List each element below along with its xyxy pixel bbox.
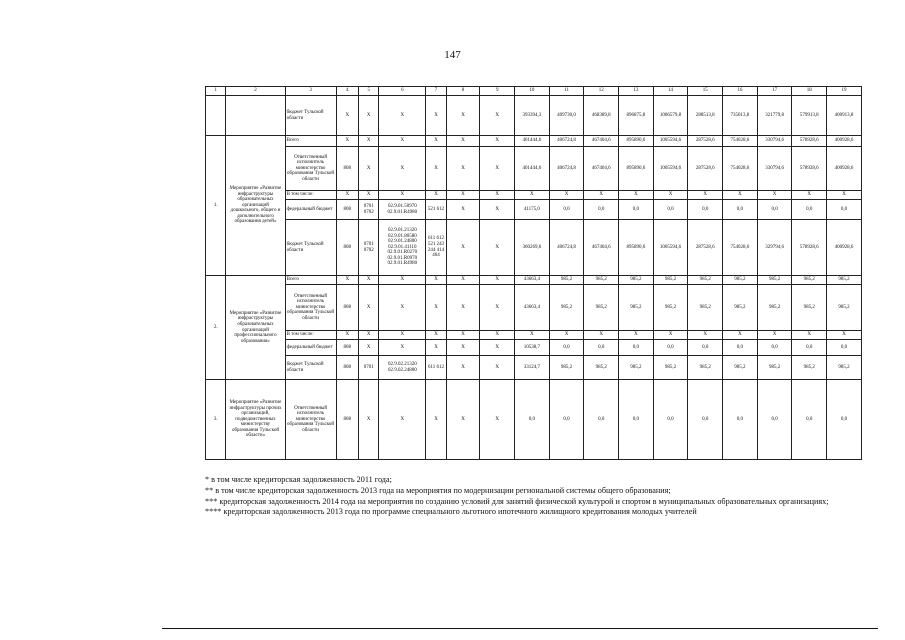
value-cell: 985,2 [653,356,688,380]
value-cell: 985,2 [549,285,584,331]
column-number: 4 [336,87,358,96]
cell-x: Х [426,191,446,200]
value-cell: 0,0 [584,380,619,460]
cell-x: Х [336,276,358,285]
cell-x: Х [359,340,379,356]
value-cell: 985,2 [792,276,827,285]
value-cell: 467404,6 [584,220,619,276]
grbs-code: 808 [336,340,358,356]
cell-x: Х [426,331,446,340]
csr-code: 02.9.01.21320 02.9.01.80580 02.9.01.24800 02.9.01.41110 02.9.01.R0270 02.9.01.R0970 02.9.01.R4980 [379,220,426,276]
cell-x: Х [792,191,827,200]
value-cell: 985,2 [792,356,827,380]
value-cell: 0,0 [827,200,862,220]
table-row [206,340,862,356]
value-cell: 895890,6 [619,147,654,191]
column-number: 17 [757,87,792,96]
value-cell: 0,0 [619,340,654,356]
csr-code: 02.9.01.50970 02.9.01.R4980 [379,200,426,220]
measure-number: 3. [206,380,226,460]
cell-x: Х [379,136,426,147]
cell-x: Х [446,200,480,220]
value-cell: 985,2 [619,276,654,285]
table-row [206,220,862,276]
table-row [206,136,862,147]
cell-x: Х [426,340,446,356]
value-cell: 985,2 [584,285,619,331]
cell-x: Х [446,147,480,191]
cell-x: Х [480,380,515,460]
column-number: 14 [653,87,688,96]
value-cell: 287528,6 [688,136,723,147]
table-row [206,356,862,380]
column-number: 11 [549,87,584,96]
csr-code: 02.9.02.21320 02.9.02.24800 [379,356,426,380]
value-cell: 401444,6 [515,136,550,147]
value-cell: 0,0 [792,200,827,220]
cell-x: Х [359,276,379,285]
value-cell: 330794,6 [757,147,792,191]
value-cell: 400928,6 [827,147,862,191]
value-cell: 0,0 [584,200,619,220]
measure-number: 1. [206,136,226,276]
cell-x: Х [426,380,446,460]
column-number: 7 [426,87,446,96]
cell-x: Х [619,331,654,340]
value-cell: 467404,6 [584,136,619,147]
table-row [206,147,862,191]
value-cell: 985,2 [723,356,758,380]
value-cell: 985,2 [757,356,792,380]
value-cell: 1006579,8 [653,96,688,136]
cell-x: Х [359,147,379,191]
column-number-row [206,87,862,96]
value-cell: 0,0 [653,380,688,460]
cell-x: Х [426,96,446,136]
cell-x: Х [426,147,446,191]
value-cell: 578928,6 [792,136,827,147]
cell-x: Х [426,136,446,147]
row-label: Всего [285,276,336,285]
grbs-code: 808 [336,356,358,380]
value-cell: 288513,8 [688,96,723,136]
row-label: Всего [285,136,336,147]
cell-x: Х [336,191,358,200]
cell-x: Х [549,331,584,340]
value-cell: 985,2 [688,276,723,285]
cell-x: Х [584,331,619,340]
value-cell: 985,2 [792,285,827,331]
column-number: 12 [584,87,619,96]
cell-x: Х [549,191,584,200]
cell-x: Х [480,356,515,380]
cell-x: Х [688,191,723,200]
row-label: Ответственный исполнитель министерство образования Тульской области [285,147,336,191]
value-cell: 754028,6 [723,136,758,147]
rzpr-code: 0701 [359,356,379,380]
footnotes [205,475,865,518]
value-cell: 0,0 [653,340,688,356]
value-cell: 579913,8 [792,96,827,136]
value-cell: 985,2 [757,276,792,285]
cell-x: Х [480,96,515,136]
value-cell: 0,0 [688,340,723,356]
vr-code: 521 612 [426,200,446,220]
cell-x: Х [480,147,515,191]
value-cell: 0,0 [757,340,792,356]
value-cell: 985,2 [723,276,758,285]
value-cell: 1005594,6 [653,136,688,147]
value-cell: 0,0 [688,200,723,220]
column-number: 1 [206,87,226,96]
measure-number: 2. [206,276,226,380]
value-cell: 406724,8 [549,220,584,276]
grbs-code: 808 [336,200,358,220]
cell-x: Х [446,191,480,200]
row-label: бюджет Тульской области [285,220,336,276]
cell-x: Х [359,285,379,331]
column-number: 10 [515,87,550,96]
table-row [206,96,862,136]
table-row [206,276,862,285]
value-cell: 43663,4 [515,285,550,331]
value-cell: 467404,6 [584,147,619,191]
value-cell: 985,2 [827,285,862,331]
cell-x: Х [446,340,480,356]
column-number: 15 [688,87,723,96]
cell-x: Х [688,331,723,340]
value-cell: 1005594,6 [653,147,688,191]
cell-x: Х [480,136,515,147]
cell-x: Х [446,96,480,136]
row-label: бюджет Тульской области [285,96,336,136]
row-label: Ответственный исполнитель министерство образования Тульской области [285,285,336,331]
column-number: 19 [827,87,862,96]
value-cell: 578928,6 [792,220,827,276]
value-cell: 985,2 [653,285,688,331]
cell-x: Х [379,285,426,331]
value-cell: 406724,8 [549,136,584,147]
cell-x: Х [359,191,379,200]
value-cell: 43663,4 [515,276,550,285]
row-label: федеральный бюджет [285,340,336,356]
value-cell: 0,0 [723,380,758,460]
value-cell: 287528,6 [688,220,723,276]
cell-x: Х [480,220,515,276]
row-label: федеральный бюджет [285,200,336,220]
cell-x: Х [359,380,379,460]
value-cell: 985,2 [584,276,619,285]
column-number: 9 [480,87,515,96]
value-cell: 0,0 [653,200,688,220]
value-cell: 735013,8 [723,96,758,136]
cell-x: Х [480,331,515,340]
value-cell: 41175,0 [515,200,550,220]
value-cell: 0,0 [584,340,619,356]
column-number: 2 [226,87,285,96]
value-cell: 0,0 [827,380,862,460]
table-row [206,200,862,220]
grbs-code: 808 [336,220,358,276]
cell-x: Х [653,331,688,340]
cell-empty [206,96,226,136]
value-cell: 895890,6 [619,220,654,276]
value-cell: 985,2 [619,356,654,380]
value-cell: 0,0 [827,340,862,356]
value-cell: 287528,6 [688,147,723,191]
cell-x: Х [336,331,358,340]
measure-name: Мероприятие «Развитие инфраструктуры прочих организаций, подведомственных министерству образования Тульской области» [226,380,285,460]
column-number: 8 [446,87,480,96]
cell-x: Х [584,191,619,200]
value-cell: 330794,6 [757,136,792,147]
value-cell: 10538,7 [515,340,550,356]
cell-x: Х [757,331,792,340]
value-cell: 985,2 [827,276,862,285]
cell-x: Х [359,331,379,340]
value-cell: 0,0 [549,200,584,220]
value-cell: 393394,3 [515,96,550,136]
value-cell: 406724,8 [549,147,584,191]
table-row [206,191,862,200]
cell-x: Х [515,331,550,340]
column-number: 6 [379,87,426,96]
cell-x: Х [480,276,515,285]
value-cell: 321779,8 [757,96,792,136]
value-cell: 985,2 [688,285,723,331]
value-cell: 401444,6 [515,147,550,191]
value-cell: 0,0 [619,200,654,220]
value-cell: 0,0 [792,380,827,460]
footnote: * в том числе кредиторская задолженность 2011 года; [205,475,392,484]
cell-x: Х [480,340,515,356]
value-cell: 0,0 [723,200,758,220]
cell-x: Х [379,147,426,191]
measure-name: Мероприятие «Развитие инфраструктуры образовательных организаций профессионального образования» [226,276,285,380]
footnote: *** кредиторская задолженность 2014 года на мероприятия по созданию условий для занятий физической культурой и спортом в муниципальных образовательных организациях; [205,496,829,506]
rzpr-code: 0701 0702 [359,220,379,276]
grbs-code: 808 [336,380,358,460]
cell-x: Х [480,200,515,220]
value-cell: 985,2 [619,285,654,331]
cell-x: Х [426,285,446,331]
value-cell: 0,0 [723,340,758,356]
cell-x: Х [359,136,379,147]
rzpr-code: 0701 0702 [359,200,379,220]
table-row [206,380,862,460]
vr-code: 611 612 521 243 244 414 464 [426,220,446,276]
value-cell: 985,2 [549,356,584,380]
cell-x: Х [480,285,515,331]
value-cell: 985,2 [584,356,619,380]
value-cell: 0,0 [549,380,584,460]
value-cell: 985,2 [827,356,862,380]
value-cell: 0,0 [619,380,654,460]
grbs-code: 808 [336,285,358,331]
cell-x: Х [379,276,426,285]
bottom-rule [162,628,878,629]
table-row [206,285,862,331]
cell-x: Х [446,136,480,147]
cell-x: Х [446,285,480,331]
row-label: В том числе: [285,331,336,340]
footnote: **** кредиторская задолженность 2013 года по программе специального льготного ипотечного жилищного кредитования молодых учителей [205,507,697,517]
cell-x: Х [446,220,480,276]
value-cell: 0,0 [792,340,827,356]
table-row [206,331,862,340]
value-cell: 754028,6 [723,220,758,276]
value-cell: 985,2 [757,285,792,331]
value-cell: 578928,6 [792,147,827,191]
value-cell: 895890,6 [619,136,654,147]
cell-x: Х [757,191,792,200]
cell-x: Х [827,191,862,200]
column-number: 16 [723,87,758,96]
cell-x: Х [480,191,515,200]
value-cell: 985,2 [723,285,758,331]
value-cell: 0,0 [549,340,584,356]
cell-x: Х [827,331,862,340]
cell-x: Х [515,191,550,200]
cell-x: Х [446,276,480,285]
cell-x: Х [446,356,480,380]
value-cell: 985,2 [688,356,723,380]
cell-x: Х [653,191,688,200]
page-number: 147 [444,49,461,61]
budget-table [205,86,862,460]
footnote: ** в том числе кредиторская задолженность 2013 года на мероприятия по модернизации региональной системы общего образования; [205,485,671,495]
cell-x: Х [379,380,426,460]
column-number: 13 [619,87,654,96]
row-label: бюджет Тульской области [285,356,336,380]
cell-x: Х [723,191,758,200]
cell-x: Х [426,276,446,285]
vr-code: 611 612 [426,356,446,380]
value-cell: 360269,6 [515,220,550,276]
value-cell: 754028,6 [723,147,758,191]
cell-x: Х [379,340,426,356]
cell-x: Х [792,331,827,340]
column-number: 5 [359,87,379,96]
grbs-code: 808 [336,147,358,191]
value-cell: 400913,8 [827,96,862,136]
value-cell: 1005594,6 [653,220,688,276]
row-label: В том числе: [285,191,336,200]
column-number: 3 [285,87,336,96]
cell-x: Х [379,96,426,136]
value-cell: 985,2 [549,276,584,285]
value-cell: 329794,6 [757,220,792,276]
measure-name: Мероприятие «Развитие инфраструктуры образовательных организаций дошкольного, общего и дополнительного образования детей» [226,136,285,276]
cell-x: Х [446,331,480,340]
value-cell: 400928,6 [827,136,862,147]
value-cell: 0,0 [757,200,792,220]
value-cell: 33124,7 [515,356,550,380]
cell-x: Х [723,331,758,340]
cell-x: Х [336,136,358,147]
value-cell: 0,0 [757,380,792,460]
cell-x: Х [379,191,426,200]
value-cell: 400928,6 [827,220,862,276]
column-number: 18 [792,87,827,96]
row-label: Ответственный исполнитель министерство образования Тульской области [285,380,336,460]
value-cell: 0,0 [688,380,723,460]
value-cell: 0,0 [515,380,550,460]
cell-x: Х [446,380,480,460]
value-cell: 896875,8 [619,96,654,136]
cell-x: Х [379,331,426,340]
value-cell: 468389,8 [584,96,619,136]
value-cell: 409730,0 [549,96,584,136]
cell-x: Х [359,96,379,136]
cell-x: Х [619,191,654,200]
value-cell: 985,2 [653,276,688,285]
cell-empty [226,96,285,136]
cell-x: Х [336,96,358,136]
